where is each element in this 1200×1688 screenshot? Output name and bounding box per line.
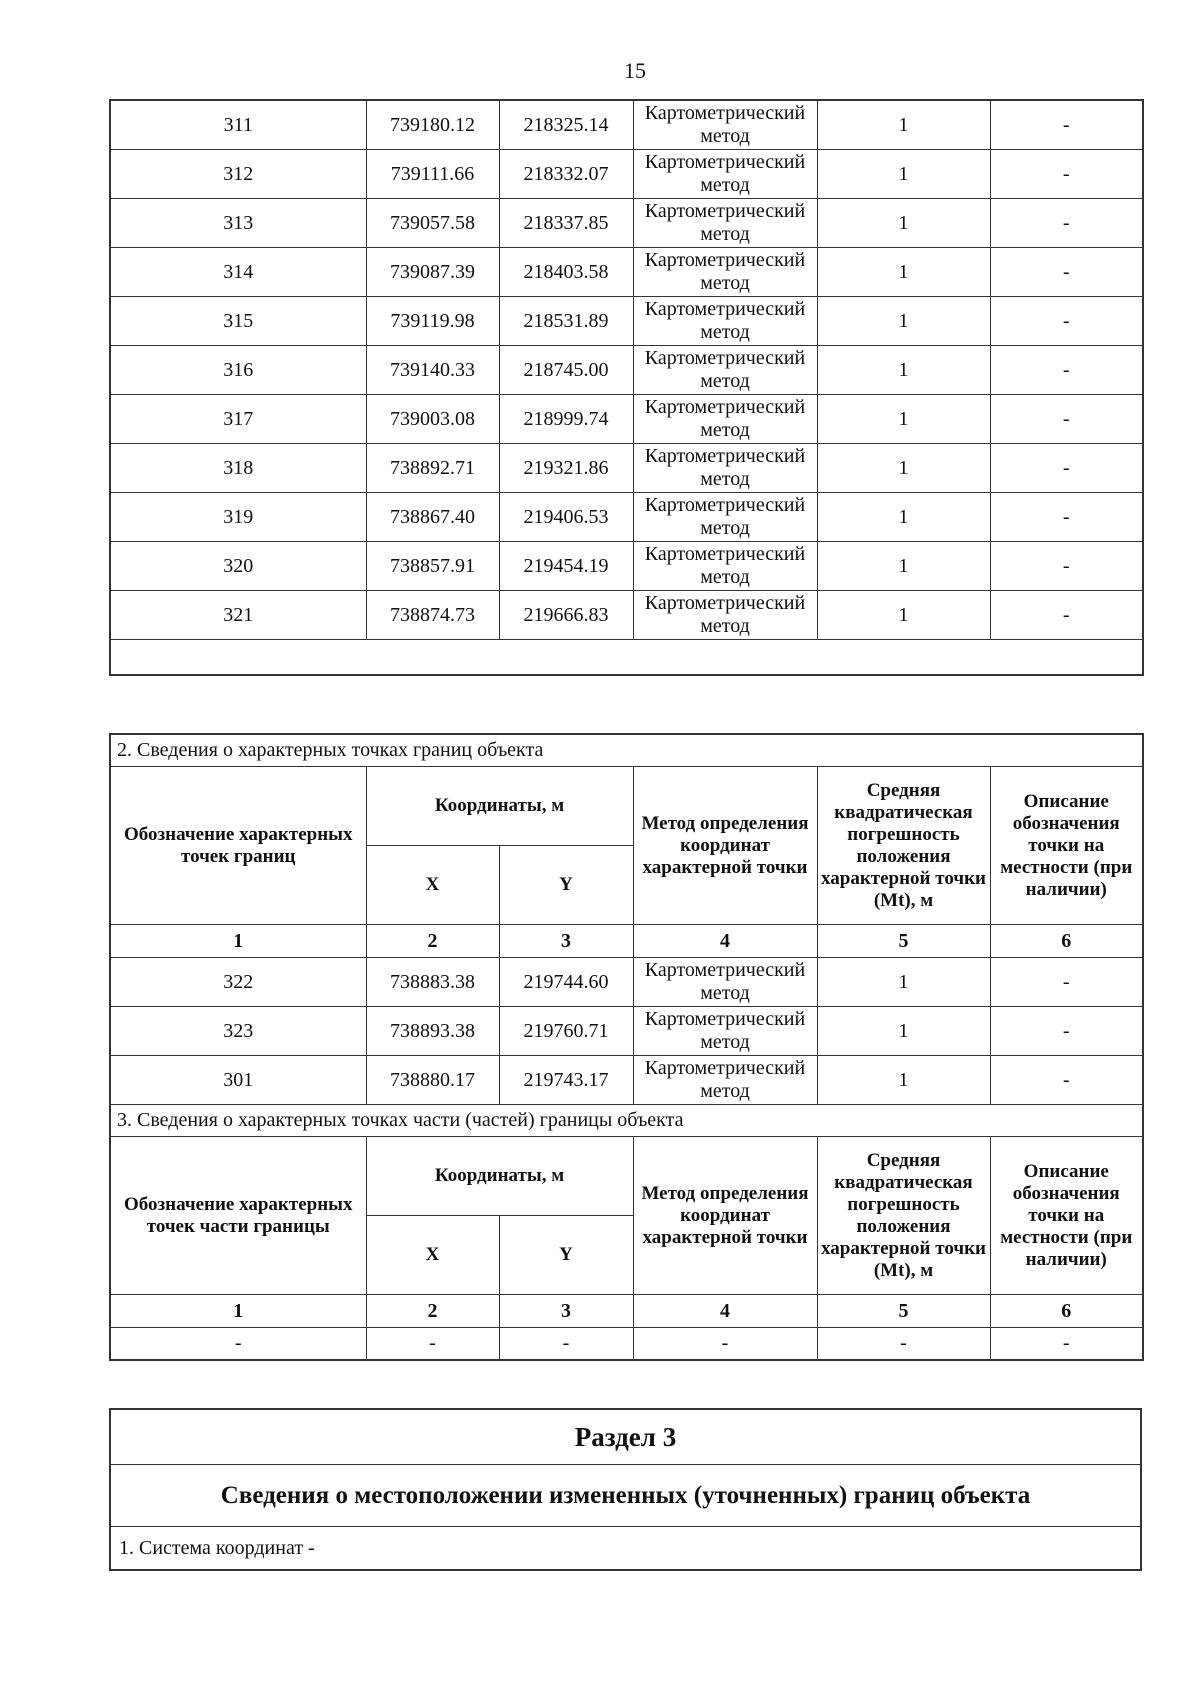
header-designation-part: Обозначение характерных точек части границы — [110, 1137, 366, 1295]
method-cell: Картометрический метод — [633, 100, 817, 150]
table-row — [110, 1056, 1143, 1105]
x-coordinate-cell: 739180.12 — [366, 100, 499, 150]
method-cell: Картометрический метод — [633, 1007, 817, 1056]
header-y: Y — [499, 846, 633, 925]
section-3-title: 3. Сведения о характерных точках части (частей) границы объекта — [110, 1105, 1143, 1137]
point-number-cell: 301 — [110, 1056, 366, 1105]
col-number: 1 — [110, 1295, 366, 1328]
page-number: 15 — [624, 58, 646, 83]
dash-cell: - — [366, 1328, 499, 1361]
method-cell: Картометрический метод — [633, 297, 817, 346]
header-method: Метод определения координат характерной точки — [633, 767, 817, 925]
description-cell: - — [990, 1056, 1143, 1105]
mt-cell: 1 — [817, 199, 990, 248]
mt-cell: 1 — [817, 1056, 990, 1105]
x-coordinate-cell: 738892.71 — [366, 444, 499, 493]
method-cell: Картометрический метод — [633, 395, 817, 444]
header-coordinates: Координаты, м — [366, 767, 633, 846]
y-coordinate-cell: 218337.85 — [499, 199, 633, 248]
method-cell: Картометрический метод — [633, 958, 817, 1007]
mt-cell: 1 — [817, 150, 990, 199]
header-description: Описание обозначения точки на местности (при наличии) — [990, 767, 1143, 925]
table-row — [110, 395, 1143, 444]
method-cell: Картометрический метод — [633, 248, 817, 297]
col-number: 4 — [633, 925, 817, 958]
razdel-subheading: Сведения о местоположении измененных (уточненных) границ объекта — [110, 1465, 1141, 1527]
y-coordinate-cell: 218745.00 — [499, 346, 633, 395]
point-number-cell: 312 — [110, 150, 366, 199]
empty-data-row — [110, 1328, 1143, 1361]
mt-cell: 1 — [817, 444, 990, 493]
col-number: 5 — [817, 925, 990, 958]
description-cell: - — [990, 346, 1143, 395]
mt-cell: 1 — [817, 395, 990, 444]
dash-cell: - — [499, 1328, 633, 1361]
dash-cell: - — [110, 1328, 366, 1361]
x-coordinate-cell: 739119.98 — [366, 297, 499, 346]
x-coordinate-cell: 738867.40 — [366, 493, 499, 542]
description-cell: - — [990, 248, 1143, 297]
y-coordinate-cell: 218531.89 — [499, 297, 633, 346]
method-cell: Картометрический метод — [633, 150, 817, 199]
method-cell: Картометрический метод — [633, 493, 817, 542]
header-designation: Обозначение характерных точек границ — [110, 767, 366, 925]
method-cell: Картометрический метод — [633, 591, 817, 640]
points-table-continued — [109, 99, 1144, 676]
table-row — [110, 542, 1143, 591]
header-mt: Средняя квадратическая погрешность положения характерной точки (Mt), м — [817, 767, 990, 925]
col-number: 3 — [499, 925, 633, 958]
x-coordinate-cell: 738880.17 — [366, 1056, 499, 1105]
point-number-cell: 323 — [110, 1007, 366, 1056]
y-coordinate-cell: 219744.60 — [499, 958, 633, 1007]
table-row — [110, 1007, 1143, 1056]
header-y-part: Y — [499, 1216, 633, 1295]
y-coordinate-cell: 219454.19 — [499, 542, 633, 591]
header-x-part: X — [366, 1216, 499, 1295]
point-number-cell: 311 — [110, 100, 366, 150]
x-coordinate-cell: 739140.33 — [366, 346, 499, 395]
dash-cell: - — [817, 1328, 990, 1361]
mt-cell: 1 — [817, 346, 990, 395]
mt-cell: 1 — [817, 1007, 990, 1056]
mt-cell: 1 — [817, 100, 990, 150]
point-number-cell: 316 — [110, 346, 366, 395]
y-coordinate-cell: 219406.53 — [499, 493, 633, 542]
y-coordinate-cell: 219321.86 — [499, 444, 633, 493]
description-cell: - — [990, 150, 1143, 199]
header-description-part: Описание обозначения точки на местности (при наличии) — [990, 1137, 1143, 1295]
y-coordinate-cell: 218403.58 — [499, 248, 633, 297]
y-coordinate-cell: 219666.83 — [499, 591, 633, 640]
x-coordinate-cell: 738893.38 — [366, 1007, 499, 1056]
method-cell: Картометрический метод — [633, 199, 817, 248]
col-number: 6 — [990, 1295, 1143, 1328]
section-3-block — [109, 1408, 1142, 1571]
description-cell: - — [990, 100, 1143, 150]
point-number-cell: 315 — [110, 297, 366, 346]
razdel-heading: Раздел 3 — [110, 1409, 1141, 1465]
point-number-cell: 322 — [110, 958, 366, 1007]
description-cell: - — [990, 542, 1143, 591]
col-number: 4 — [633, 1295, 817, 1328]
x-coordinate-cell: 738874.73 — [366, 591, 499, 640]
description-cell: - — [990, 1007, 1143, 1056]
section-2-title: 2. Сведения о характерных точках границ объекта — [110, 734, 1143, 767]
point-number-cell: 313 — [110, 199, 366, 248]
description-cell: - — [990, 395, 1143, 444]
mt-cell: 1 — [817, 542, 990, 591]
point-number-cell: 321 — [110, 591, 366, 640]
y-coordinate-cell: 219760.71 — [499, 1007, 633, 1056]
method-cell: Картометрический метод — [633, 1056, 817, 1105]
mt-cell: 1 — [817, 958, 990, 1007]
header-method-part: Метод определения координат характерной точки — [633, 1137, 817, 1295]
mt-cell: 1 — [817, 248, 990, 297]
x-coordinate-cell: 738857.91 — [366, 542, 499, 591]
table-row — [110, 150, 1143, 199]
dash-cell: - — [633, 1328, 817, 1361]
header-coordinates-part: Координаты, м — [366, 1137, 633, 1216]
point-number-cell: 317 — [110, 395, 366, 444]
coordinate-system-row: 1. Система координат - — [110, 1527, 1141, 1571]
table-row — [110, 493, 1143, 542]
header-mt-part: Средняя квадратическая погрешность положения характерной точки (Mt), м — [817, 1137, 990, 1295]
description-cell: - — [990, 591, 1143, 640]
y-coordinate-cell: 218325.14 — [499, 100, 633, 150]
description-cell: - — [990, 199, 1143, 248]
col-number: 3 — [499, 1295, 633, 1328]
table-row — [110, 958, 1143, 1007]
point-number-cell: 318 — [110, 444, 366, 493]
point-number-cell: 320 — [110, 542, 366, 591]
mt-cell: 1 — [817, 493, 990, 542]
mt-cell: 1 — [817, 297, 990, 346]
description-cell: - — [990, 297, 1143, 346]
col-number: 5 — [817, 1295, 990, 1328]
table-row — [110, 100, 1143, 150]
col-number: 1 — [110, 925, 366, 958]
column-numbers-row-part — [110, 1295, 1143, 1328]
x-coordinate-cell: 739087.39 — [366, 248, 499, 297]
blank-row — [110, 640, 1143, 676]
description-cell: - — [990, 493, 1143, 542]
boundary-points-table — [109, 733, 1144, 1361]
method-cell: Картометрический метод — [633, 444, 817, 493]
header-x: X — [366, 846, 499, 925]
dash-cell: - — [990, 1328, 1143, 1361]
table-row — [110, 248, 1143, 297]
description-cell: - — [990, 444, 1143, 493]
x-coordinate-cell: 738883.38 — [366, 958, 499, 1007]
column-numbers-row — [110, 925, 1143, 958]
blank-cell — [110, 640, 1143, 676]
y-coordinate-cell: 218332.07 — [499, 150, 633, 199]
mt-cell: 1 — [817, 591, 990, 640]
description-cell: - — [990, 958, 1143, 1007]
table-row — [110, 444, 1143, 493]
x-coordinate-cell: 739111.66 — [366, 150, 499, 199]
table-row — [110, 297, 1143, 346]
col-number: 2 — [366, 1295, 499, 1328]
point-number-cell: 314 — [110, 248, 366, 297]
col-number: 6 — [990, 925, 1143, 958]
x-coordinate-cell: 739057.58 — [366, 199, 499, 248]
x-coordinate-cell: 739003.08 — [366, 395, 499, 444]
table-row — [110, 591, 1143, 640]
method-cell: Картометрический метод — [633, 542, 817, 591]
table-row — [110, 199, 1143, 248]
point-number-cell: 319 — [110, 493, 366, 542]
y-coordinate-cell: 219743.17 — [499, 1056, 633, 1105]
y-coordinate-cell: 218999.74 — [499, 395, 633, 444]
table-row — [110, 346, 1143, 395]
method-cell: Картометрический метод — [633, 346, 817, 395]
col-number: 2 — [366, 925, 499, 958]
